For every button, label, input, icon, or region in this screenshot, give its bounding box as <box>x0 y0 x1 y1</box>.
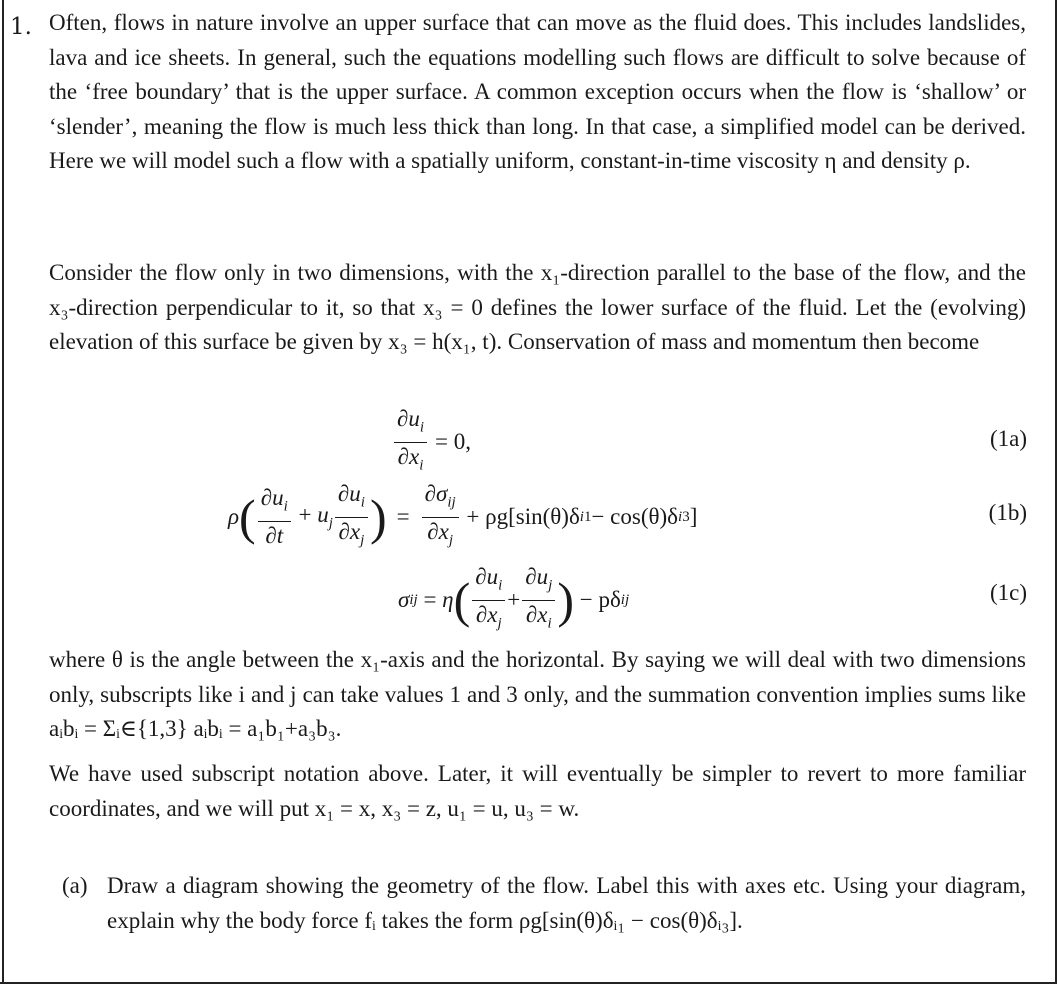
part-a-label: (a) <box>62 873 88 898</box>
fraction-dui-dxj: $\frac{\partial u_i}{\partial x_j}$ <box>472 563 505 637</box>
paragraph-intro: Often, flows in nature involve an upper surface that can move as the fluid does. This includes landslides, lava and ice sheets. In general, such the equations modelling such flows are difficult to solve because of the ‘free boundary’ that is the upper surface. A common exception occurs when the flow is ‘shallow’ or ‘slender’, meaning the flow is much less thick than long. In that case, a simplified model can be derived. Here we will model such a flow with a spatially uniform, constant-in-time viscosity η and density ρ. <box>49 10 1026 173</box>
question-number: 1. <box>10 14 32 40</box>
equation-1b-number: (1b) <box>988 500 1027 525</box>
paragraph-summation: where θ is the angle between the x₁-axis and the horizontal. By saying we will deal with two dimensions only, subscripts like i and j can take values 1 and 3 only, and the summation convention implies sums like aᵢbᵢ = Σᵢ∈{1,3} aᵢbᵢ = a₁b₁+a₃b₃. <box>49 647 1026 741</box>
fraction-du-dt: $\frac{\partial u_i}{\partial t}$ <box>258 484 291 550</box>
equation-1b-force: + ρg[sin(θ)δ <box>466 504 580 530</box>
paragraph-coordinates: We have used subscript notation above. Later, it will eventually be simpler to revert to more familiar coordinates, and we will put x₁ = x, x₃ = z, u₁ = u, u₃ = w. <box>49 761 1026 821</box>
equation-1c: σ ij = η ( $\frac{\partial u_i}{\partial x_j}$ + $\frac{\partial u_j}{\partial x_i}$ ) − pδ ij <box>398 563 629 637</box>
equation-1a-number: (1a) <box>989 426 1027 451</box>
equation-1c-number: (1c) <box>989 580 1027 605</box>
equation-1b-force-2: − cos(θ)δ <box>591 504 679 530</box>
equation-1b: ρ ( $\frac{\partial u_i}{\partial t}$ + $u_j$ $\frac{\partial u_i}{\partial x_j}$ ) = $\frac{\partial\sigma_{ij}}{\partial x_j}$ + ρg[sin(θ)δ i1 − cos(θ)δ i3 ] <box>228 480 697 554</box>
paragraph-setup: Consider the flow only in two dimensions, with the x₁-direction parallel to the base of the flow, and the x₃-direction perpendicular to it, so that x₃ = 0 defines the lower surface of the fluid. Let the (evolving) elevation of this surface be given by x₃ = h(x₁, t). Conservation of mass and momentum then become <box>49 260 1026 354</box>
fraction-du-dxj: $\frac{\partial u_i}{\partial x_j}$ <box>335 480 368 554</box>
fraction-duj-dxi: $\frac{\partial u_j}{\partial x_i}$ <box>522 563 555 637</box>
equation-1c-tail: − pδ <box>579 587 621 613</box>
equation-1a-rhs: = 0, <box>435 429 472 455</box>
page-border-left <box>2 0 4 982</box>
page-border-bottom <box>0 982 1057 984</box>
equation-1a <box>392 405 471 479</box>
fraction-du-dx: $\frac{\partial u_i}{\partial x_i}$ <box>394 405 427 479</box>
part-a-text: Draw a diagram showing the geometry of the flow. Label this with axes etc. Using your diagram, explain why the body force fᵢ takes the form ρg[sin(θ)δᵢ₁ − cos(θ)δᵢ₃]. <box>107 873 1026 933</box>
fraction-dsigma-dxj: $\frac{\partial\sigma_{ij}}{\partial x_j}$ <box>422 480 459 554</box>
